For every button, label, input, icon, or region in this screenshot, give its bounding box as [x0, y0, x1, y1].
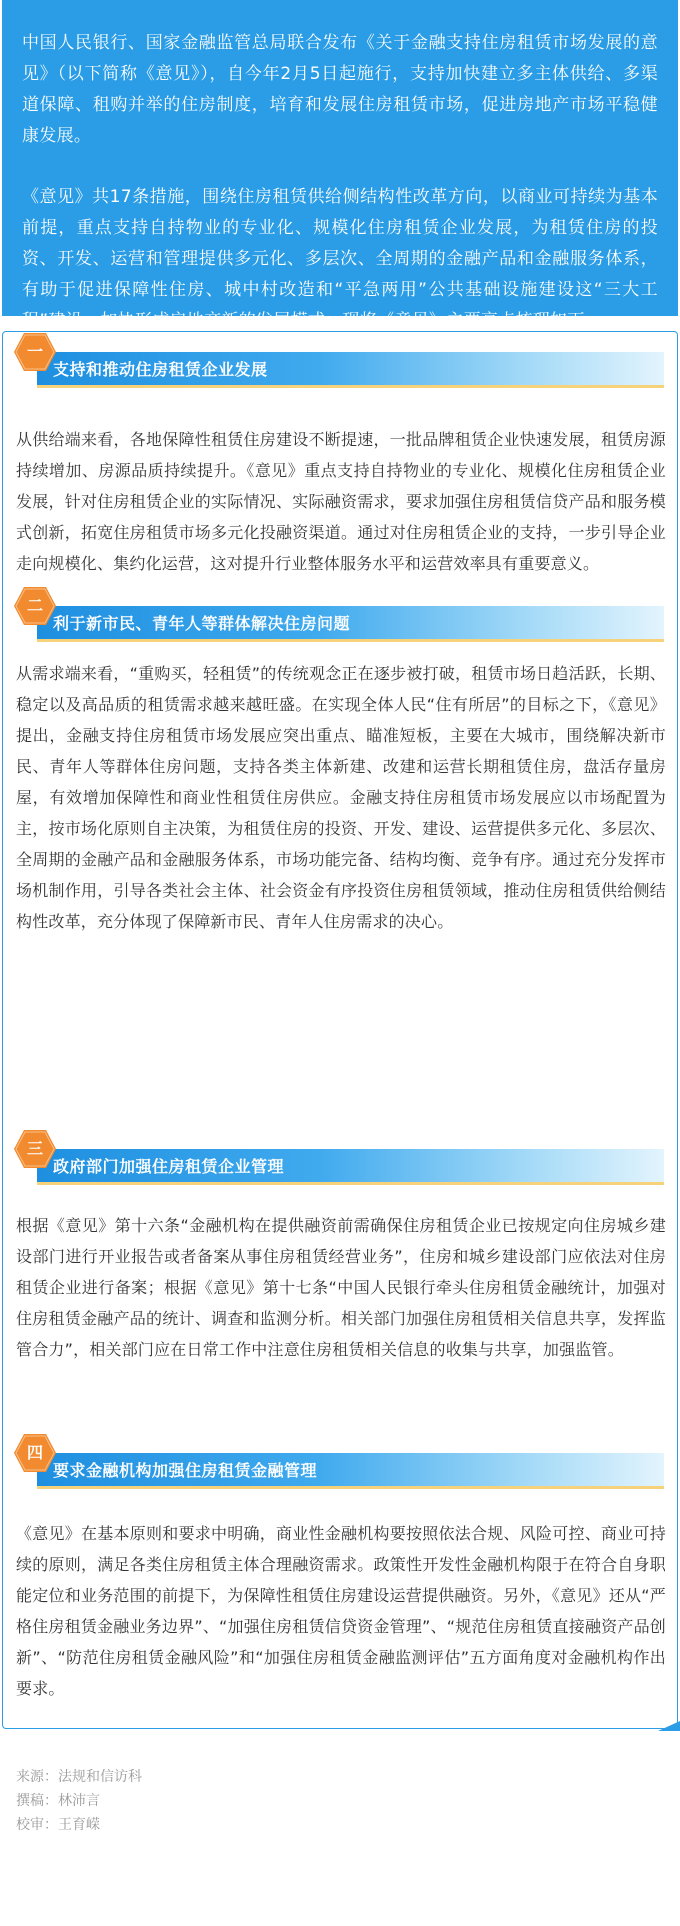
- section-2-title: 利于新市民、青年人等群体解决住房问题: [53, 614, 351, 633]
- section-1-number: 一: [26, 342, 43, 361]
- credit-reviewer: 校审：王育嵘: [16, 1817, 100, 1833]
- section-2-number: 二: [26, 596, 43, 615]
- content-frame: [2, 331, 678, 1729]
- section-1-body: 从供给端来看，各地保障性租赁住房建设不断提速，一批品牌租赁企业快速发展，租赁房源持续增加、房源品质持续提升。《意见》重点支持自持物业的专业化、规模化住房租赁企业发展，针对住房租赁企业的实际情况、实际融资需求，要求加强住房租赁信贷产品和服务模式创新，拓宽住房租赁市场多元化投融资渠道。通过对住房租赁企业的支持，一步引导企业走向规模化、集约化运营，这对提升行业整体服务水平和运营效率具有重要意义。: [16, 430, 666, 573]
- section-2-body: 从需求端来看，“重购买，轻租赁”的传统观念正在逐步被打破，租赁市场日趋活跃，长期、稳定以及高品质的租赁需求越来越旺盛。在实现全体人民“住有所居”的目标之下，《意见》提出，金融支持住房租赁市场发展应突出重点、瞄准短板，主要在大城市，围绕解决新市民、青年人等群体住房问题，支持各类主体新建、改建和运营长期租赁住房，盘活存量房屋，有效增加保障性和商业性租赁住房供应。金融支持住房租赁市场发展应以市场配置为主，按市场化原则自主决策，为租赁住房的投资、开发、建设、运营提供多元化、多层次、全周期的金融产品和金融服务体系，市场功能完备、结构均衡、竞争有序。通过充分发挥市场机制作用，引导各类社会主体、社会资金有序投资住房租赁领域，推动住房租赁供给侧结构性改革，充分体现了保障新市民、青年人住房需求的决心。: [16, 664, 666, 931]
- intro-paragraph-1: 中国人民银行、国家金融监管总局联合发布《关于金融支持住房租赁市场发展的意见》（以下简称《意见》），自今年2月5日起施行，支持加快建立多主体供给、多渠道保障、租购并举的住房制度，培育和发展住房租赁市场，促进房地产市场平稳健康发展。: [22, 33, 658, 146]
- intro-paragraph-2: 《意见》共17条措施，围绕住房租赁供给侧结构性改革方向，以商业可持续为基本前提，重点支持自持物业的专业化、规模化住房租赁企业发展，为租赁住房的投资、开发、运营和管理提供多元化、多层次、全周期的金融产品和金融服务体系，有助于促进保障性住房、城中村改造和“平急两用”公共基础设施建设这“三大工程”建设，加快形成房地产新的发展模式。现将《意见》主要亮点梳理如下：: [22, 187, 658, 331]
- credits: [16, 1765, 142, 1837]
- credit-author: 撰稿：林沛言: [16, 1793, 100, 1809]
- section-4-body: 《意见》在基本原则和要求中明确，商业性金融机构要按照依法合规、风险可控、商业可持续的原则，满足各类住房租赁主体合理融资需求。政策性开发性金融机构限于在符合自身职能定位和业务范围的前提下，为保障性租赁住房建设运营提供融资。另外，《意见》还从“严格住房租赁金融业务边界”、“加强住房租赁信贷资金管理”、“规范住房租赁直接融资产品创新”、“防范住房租赁金融风险”和“加强住房租赁金融监测评估”五方面角度对金融机构作出要求。: [16, 1524, 666, 1698]
- section-1-title: 支持和推动住房租赁企业发展: [53, 360, 268, 379]
- credit-source: 来源：法规和信访科: [16, 1769, 142, 1785]
- section-3-body: 根据《意见》第十六条“金融机构在提供融资前需确保住房租赁企业已按规定向住房城乡建设部门进行开业报告或者备案从事住房租赁经营业务”，住房和城乡建设部门应依法对住房租赁企业进行备案；根据《意见》第十七条“中国人民银行牵头住房租赁金融统计，加强对住房租赁金融产品的统计、调查和监测分析。相关部门加强住房租赁相关信息共享，发挥监管合力”，相关部门应在日常工作中注意住房租赁相关信息的收集与共享，加强监管。: [16, 1216, 666, 1359]
- section-4-number: 四: [26, 1443, 43, 1462]
- section-3-title: 政府部门加强住房租赁企业管理: [53, 1157, 285, 1176]
- corner-accent-icon: [658, 1721, 680, 1731]
- intro-panel: [2, 0, 678, 331]
- section-3-number: 三: [26, 1139, 43, 1158]
- section-4-title: 要求金融机构加强住房租赁金融管理: [53, 1461, 318, 1480]
